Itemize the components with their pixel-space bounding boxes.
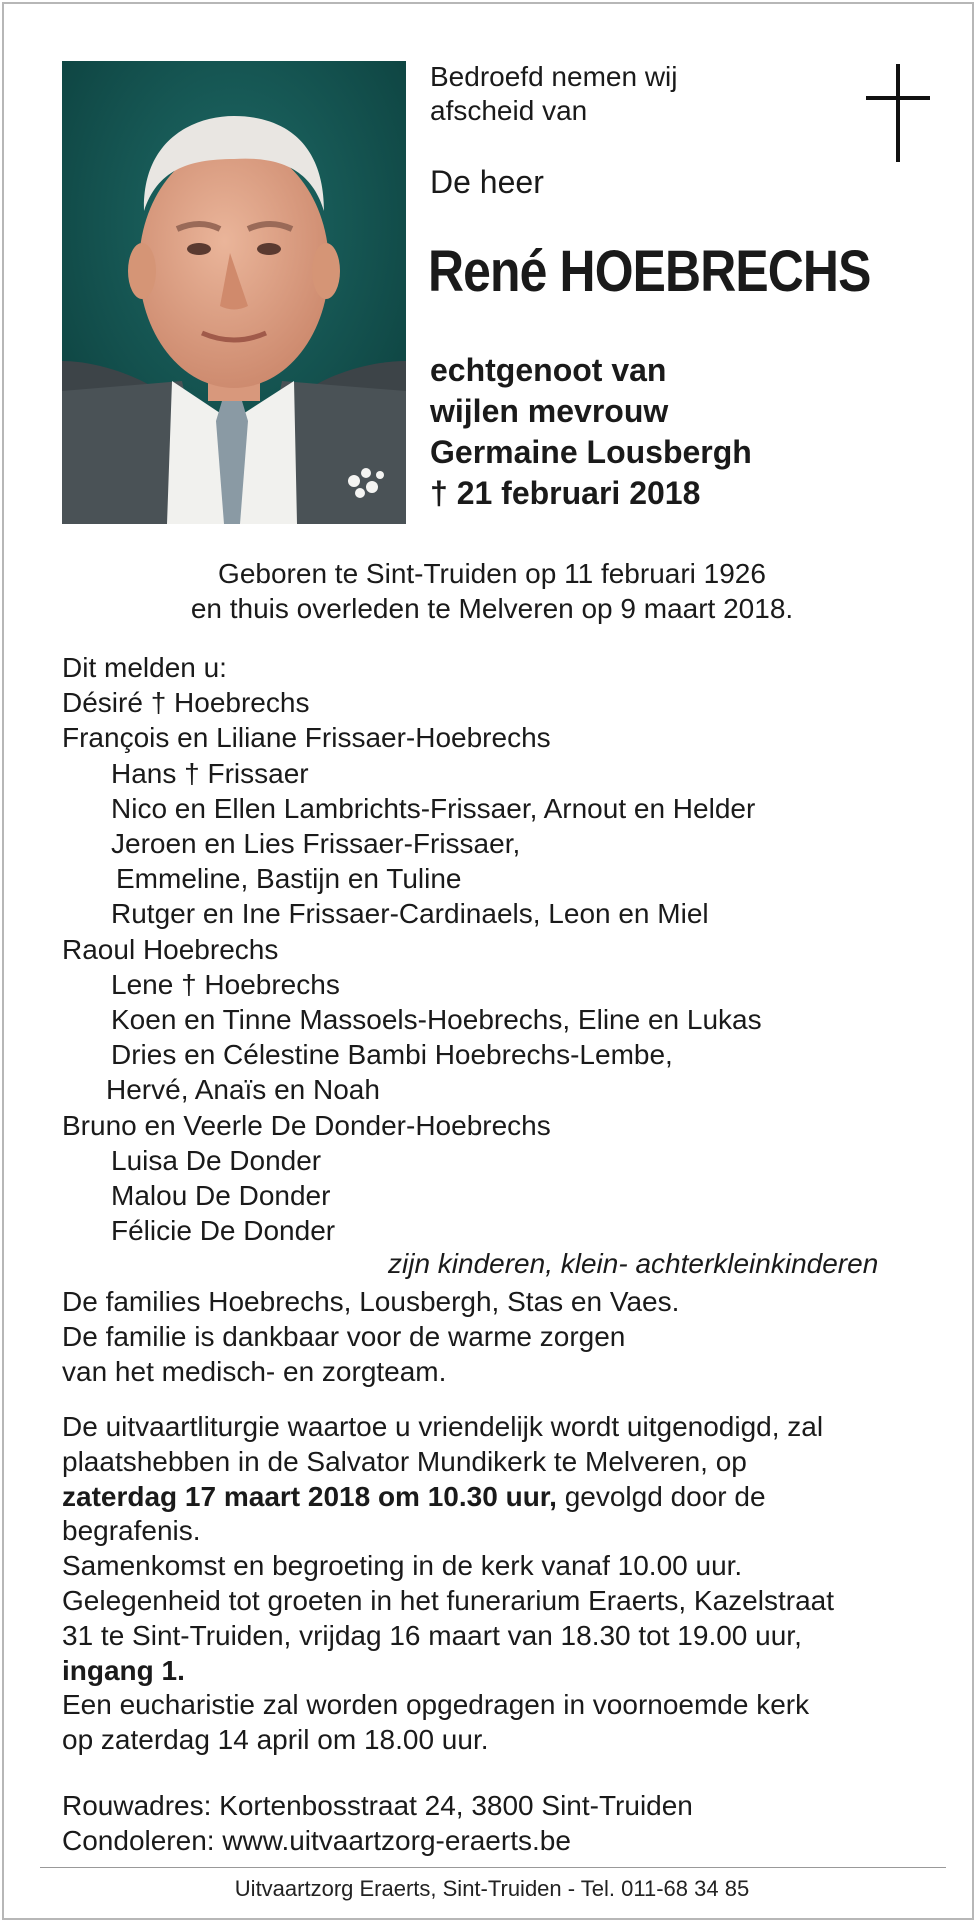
obituary-card <box>2 2 974 1920</box>
family-list <box>62 650 762 1248</box>
spouse-info: echtgenoot van wijlen mevrouw Germaine Lousbergh † 21 februari 2018 <box>430 352 752 511</box>
family-heading: Dit melden u: <box>62 652 227 683</box>
list-item: Emmeline, Bastijn en Tuline <box>116 863 462 895</box>
service-date: zaterdag 17 maart 2018 om 10.30 uur, <box>62 1480 557 1512</box>
list-item: Koen en Tinne Massoels-Hoebrechs, Eline en Lukas <box>111 1004 762 1036</box>
list-item: Hervé, Anaïs en Noah <box>106 1074 380 1106</box>
portrait-photo <box>62 61 406 524</box>
list-item: Hans † Frissaer <box>111 757 309 789</box>
list-item: Luisa De Donder <box>111 1144 322 1176</box>
address-block <box>62 1788 693 1858</box>
list-item: Jeroen en Lies Frissaer-Frissaer, <box>111 828 521 860</box>
list-item: Bruno en Veerle De Donder-Hoebrechs <box>62 1109 551 1141</box>
condolence-link[interactable]: Condoleren: www.uitvaartzorg-eraerts.be <box>62 1825 571 1856</box>
birth-death-info: Geboren te Sint-Truiden op 11 februari 1926 en thuis overleden te Melveren op 9 maart 2018. <box>190 558 794 624</box>
list-item: Dries en Célestine Bambi Hoebrechs-Lembe, <box>111 1039 673 1071</box>
list-item: François en Liliane Frissaer-Hoebrechs <box>62 722 551 754</box>
cross-icon <box>866 64 930 164</box>
intro-text: Bedroefd nemen wij afscheid van <box>430 61 678 126</box>
mourning-address: Rouwadres: Kortenbosstraat 24, 3800 Sint-Truiden <box>62 1790 693 1821</box>
title-prefix: De heer <box>430 164 544 200</box>
portrait-illustration <box>62 61 406 524</box>
service-details: De uitvaartliturgie waartoe u vriendelijk wordt uitgenodigd, zal plaatshebben in de Salvator Mundikerk te Melveren, op zaterdag 17 maart 2018 om 10.30 uur, gevolgd door de begrafenis. Samenkomst en begroeting in de kerk vanaf 10.00 uur. Gelegenheid tot groeten in het funerarium Eraerts, Kazelstraat 31 te Sint-Truiden, vrijdag 16 maart van 18.30 tot 19.00 uur, ingang 1. Een eucharistie zal worden opgedragen in voornoemde kerk op zaterdag 14 april om 18.00 uur. <box>62 1411 834 1756</box>
list-item: Rutger en Ine Frissaer-Cardinaels, Leon en Miel <box>111 898 709 930</box>
list-item: Lene † Hoebrechs <box>111 968 340 1000</box>
entrance-note: ingang 1. <box>62 1654 185 1686</box>
list-item: Raoul Hoebrechs <box>62 933 279 965</box>
divider <box>40 1867 946 1868</box>
list-item: Désiré † Hoebrechs <box>62 687 310 719</box>
families-thanks: De families Hoebrechs, Lousbergh, Stas en Vaes. De familie is dankbaar voor de warme zorgen van het medisch- en zorgteam. <box>62 1286 680 1387</box>
list-item: Nico en Ellen Lambrichts-Frissaer, Arnout en Helder <box>111 792 756 824</box>
deceased-name: René HOEBRECHS <box>428 239 871 304</box>
list-item: Malou De Donder <box>111 1180 331 1212</box>
list-item: Félicie De Donder <box>111 1215 336 1247</box>
footer-funeral-home: Uitvaartzorg Eraerts, Sint-Truiden - Tel. 011-68 34 85 <box>234 1876 750 1901</box>
family-role-caption: zijn kinderen, klein- achterkleinkinderen <box>388 1248 879 1279</box>
